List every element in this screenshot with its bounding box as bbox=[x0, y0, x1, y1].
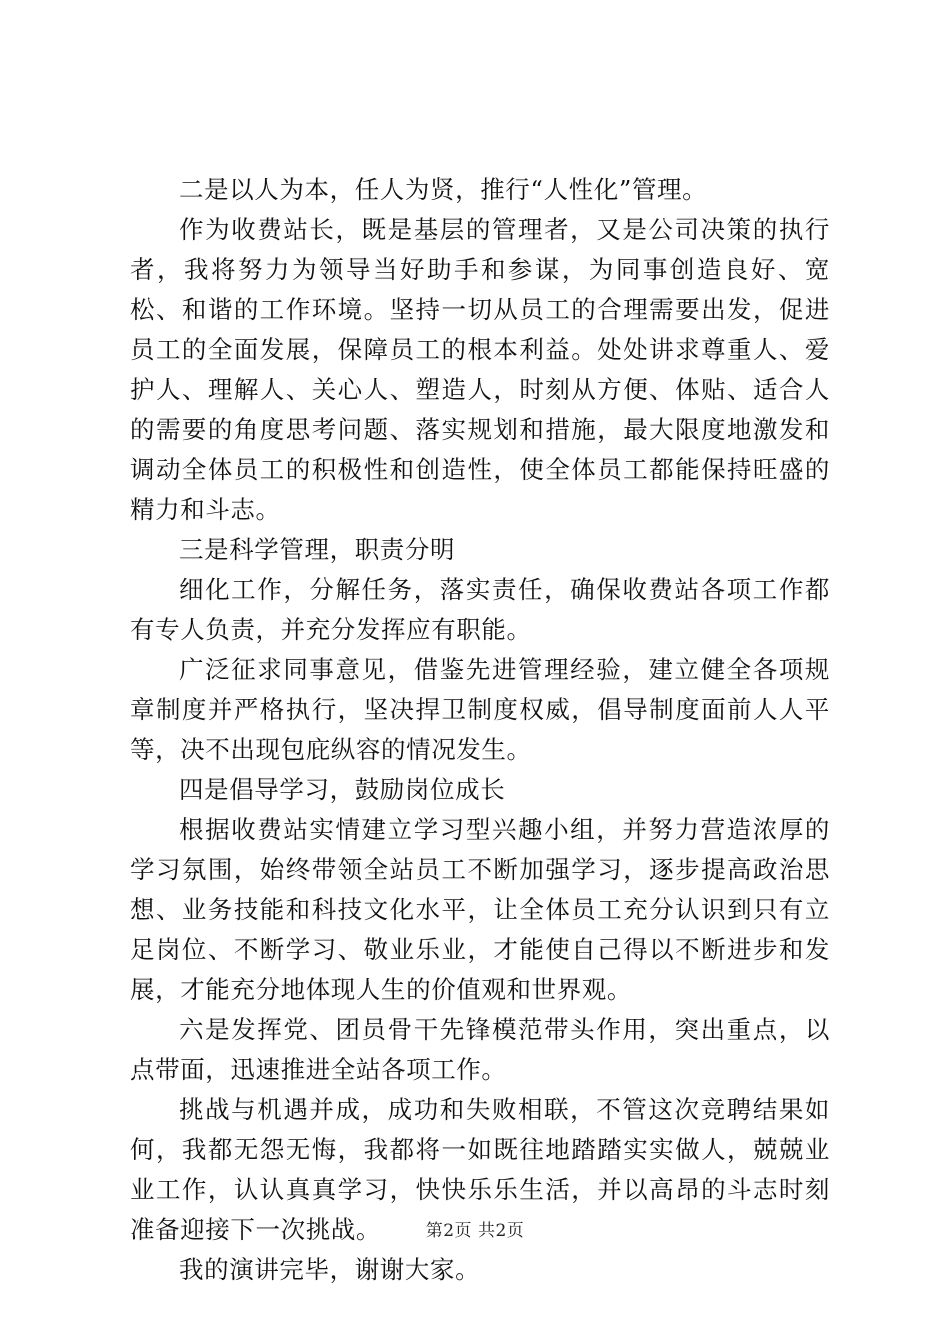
document-body bbox=[130, 170, 830, 1290]
paragraph-task-division: 细化工作，分解任务，落实责任，确保收费站各项工作都有专人负责，并充分发挥应有职能。 bbox=[130, 575, 830, 644]
paragraph-rules-and-regulations: 广泛征求同事意见，借鉴先进管理经验，建立健全各项规章制度并严格执行，坚决捍卫制度权威，倡导制度面前人人平等，决不出现包庇纵容的情况发生。 bbox=[130, 655, 830, 764]
paragraph-point-three-heading: 三是科学管理，职责分明 bbox=[179, 535, 456, 564]
paragraph-learning-groups: 根据收费站实情建立学习型兴趣小组，并努力营造浓厚的学习氛围，始终带领全站员工不断加强学习，逐步提高政治思想、业务技能和科技文化水平，让全体员工充分认识到只有立足岗位、不断学习、敬业乐业，才能使自己得以不断进步和发展，才能充分地体现人生的价值观和世界观。 bbox=[130, 815, 830, 1004]
paragraph-point-two-heading: 二是以人为本，任人为贤，推行“人性化”管理。 bbox=[179, 175, 708, 204]
paragraph-closing-remarks: 我的演讲完毕，谢谢大家。 bbox=[179, 1255, 481, 1284]
page-number-footer: 第2页 共2页 bbox=[425, 1221, 525, 1241]
paragraph-challenge-and-opportunity: 挑战与机遇并成，成功和失败相联，不管这次竞聘结果如何，我都无怨无悔，我都将一如既往地踏踏实实做人，兢兢业业工作，认认真真学习，快快乐乐生活，并以高昂的斗志时刻准备迎接下一次挑战。 bbox=[130, 1095, 830, 1244]
paragraph-humanized-management: 作为收费站长，既是基层的管理者，又是公司决策的执行者，我将努力为领导当好助手和参谋，为同事创造良好、宽松、和谐的工作环境。坚持一切从员工的合理需要出发，促进员工的全面发展，保障员工的根本利益。处处讲求尊重人、爱护人、理解人、关心人、塑造人，时刻从方便、体贴、适合人的需要的角度思考问题、落实规划和措施，最大限度地激发和调动全体员工的积极性和创造性，使全体员工都能保持旺盛的精力和斗志。 bbox=[130, 215, 830, 524]
paragraph-point-four-heading: 四是倡导学习，鼓励岗位成长 bbox=[179, 775, 506, 804]
paragraph-point-six-party-members: 六是发挥党、团员骨干先锋模范带头作用，突出重点，以点带面，迅速推进全站各项工作。 bbox=[130, 1015, 830, 1084]
